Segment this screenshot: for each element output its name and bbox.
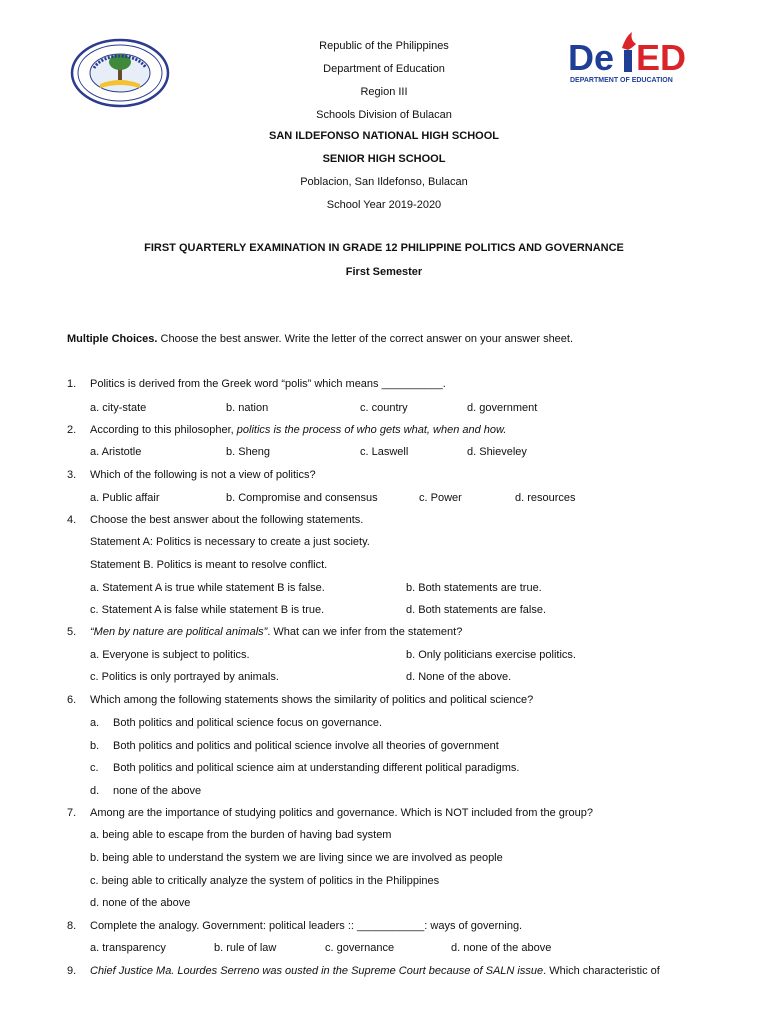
- choice: b. nation: [226, 402, 269, 414]
- choice: Both politics and political science focus on governance.: [113, 717, 383, 729]
- department-name: SENIOR HIGH SCHOOL: [322, 153, 446, 165]
- exam-semester: First Semester: [345, 266, 423, 278]
- choice: b. being able to understand the system we are living since we are involved as people: [90, 852, 503, 864]
- choice: d. government: [467, 402, 538, 414]
- choice: b. Only politicians exercise politics.: [406, 649, 576, 661]
- question-number: 7.: [67, 807, 77, 819]
- question-number: 6.: [67, 694, 77, 706]
- choice: c. country: [360, 402, 408, 414]
- question-text: “Men by nature are political animals”. What can we infer from the statement?: [90, 626, 463, 638]
- instructions-label: Multiple Choices.: [67, 333, 158, 345]
- choice: c. Power: [419, 492, 462, 504]
- choice: d. None of the above.: [406, 671, 512, 683]
- question-text: Which of the following is not a view of politics?: [90, 469, 316, 481]
- svg-text:ED: ED: [636, 37, 687, 78]
- choice: a. Aristotle: [90, 446, 142, 458]
- choice: c. Laswell: [360, 446, 409, 458]
- choice: b. Both statements are true.: [406, 582, 542, 594]
- question-number: 4.: [67, 514, 77, 526]
- school-year: School Year 2019-2020: [326, 199, 442, 211]
- question-text: Which among the following statements shows the similarity of politics and political science?: [90, 694, 534, 706]
- choice-letter: b.: [90, 740, 100, 752]
- school-name: SAN ILDEFONSO NATIONAL HIGH SCHOOL: [269, 130, 499, 142]
- question-number: 1.: [67, 378, 77, 390]
- question-text: Complete the analogy. Government: political leaders :: ___________: ways of governing.: [90, 920, 523, 932]
- header-line-2: Department of Education: [323, 63, 445, 75]
- exam-title: FIRST QUARTERLY EXAMINATION IN GRADE 12 PHILIPPINE POLITICS AND GOVERNANCE: [144, 242, 624, 254]
- header-line-4: Schools Division of Bulacan: [316, 109, 452, 121]
- question-number: 2.: [67, 424, 77, 436]
- statement: Statement A: Politics is necessary to create a just society.: [90, 536, 370, 548]
- instructions: [67, 333, 573, 345]
- choice-letter: d.: [90, 785, 100, 797]
- choice: a. being able to escape from the burden of having bad system: [90, 829, 392, 841]
- question-number: 9.: [67, 965, 77, 977]
- choice: a. transparency: [90, 942, 166, 954]
- choice: d. none of the above: [451, 942, 552, 954]
- header-line-1: Republic of the Philippines: [319, 40, 449, 52]
- question-text: Politics is derived from the Greek word “polis” which means __________.: [90, 378, 446, 390]
- choice: none of the above: [113, 785, 202, 797]
- choice: b. rule of law: [214, 942, 277, 954]
- deped-logo: [566, 30, 712, 86]
- question-text: Among are the importance of studying politics and governance. Which is NOT included from the group?: [90, 807, 594, 819]
- choice: d. none of the above: [90, 897, 191, 909]
- choice: a. Everyone is subject to politics.: [90, 649, 250, 661]
- question-number: 5.: [67, 626, 77, 638]
- svg-text:DEPARTMENT OF EDUCATION: DEPARTMENT OF EDUCATION: [570, 77, 673, 84]
- choice: d. resources: [515, 492, 576, 504]
- choice: Both politics and political science aim at understanding different political paradigms.: [113, 762, 520, 774]
- choice: a. Public affair: [90, 492, 160, 504]
- choice: c. Statement A is false while statement B is true.: [90, 604, 325, 616]
- choice: d. Both statements are false.: [406, 604, 547, 616]
- choice: c. Politics is only portrayed by animals.: [90, 671, 279, 683]
- choice-letter: a.: [90, 717, 100, 729]
- svg-text:De: De: [568, 37, 615, 78]
- choice: a. city-state: [90, 402, 147, 414]
- school-address: Poblacion, San Ildefonso, Bulacan: [300, 176, 468, 188]
- header-line-3: Region III: [360, 86, 408, 98]
- instructions-text: Choose the best answer. Write the letter of the correct answer on your answer sheet.: [157, 333, 574, 345]
- statement: Statement B. Politics is meant to resolve conflict.: [90, 559, 328, 571]
- choice: c. being able to critically analyze the system of politics in the Philippines: [90, 875, 440, 887]
- question-text: Choose the best answer about the following statements.: [90, 514, 364, 526]
- question-number: 3.: [67, 469, 77, 481]
- choice: d. Shieveley: [467, 446, 527, 458]
- choice-letter: c.: [90, 762, 99, 774]
- question-number: 8.: [67, 920, 77, 932]
- choice: c. governance: [325, 942, 395, 954]
- choice: a. Statement A is true while statement B is false.: [90, 582, 325, 594]
- question-text: Chief Justice Ma. Lourdes Serreno was ousted in the Supreme Court because of SALN issue. Which characteristic of: [90, 965, 660, 977]
- question-text: According to this philosopher, politics is the process of who gets what, when and how.: [90, 424, 507, 436]
- choice: Both politics and politics and political science involve all theories of government: [113, 740, 499, 752]
- choice: b. Sheng: [226, 446, 271, 458]
- choice: b. Compromise and consensus: [226, 492, 378, 504]
